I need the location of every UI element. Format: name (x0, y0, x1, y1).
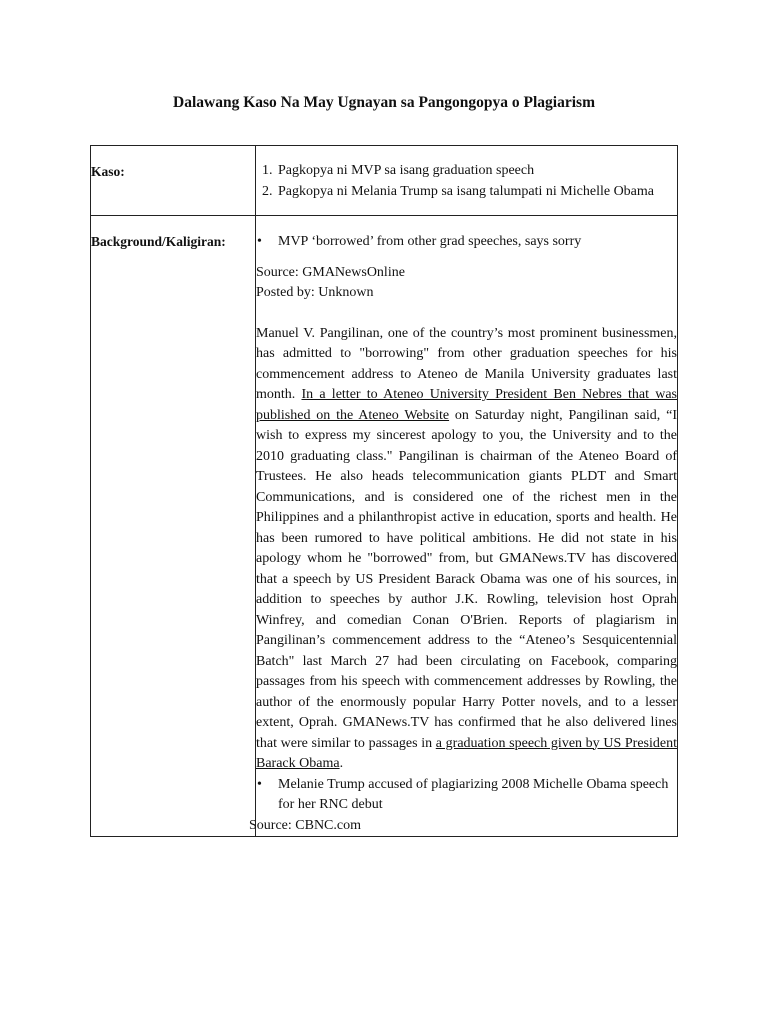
kaso-label: Kaso: (91, 146, 256, 216)
article-link-obama-speech[interactable]: a graduation speech given by US President Barack Obama (256, 735, 677, 771)
cases-list (256, 161, 677, 202)
background-list-1 (256, 232, 677, 253)
item2-headline: • Melanie Trump accused of plagiarizing 2008 Michelle Obama speech for her RNC debut (276, 775, 677, 816)
document-title: Dalawang Kaso Na May Ugnayan sa Pangongopya o Plagiarism (173, 94, 595, 111)
background-content (249, 216, 678, 837)
background-label: Background/Kaligiran: (91, 216, 256, 837)
item1-source-block (256, 263, 677, 304)
cases-table (90, 145, 678, 837)
article-text-3: . (339, 756, 344, 771)
article-text-1: Manuel V. Pangilinan, one of the country’s most prominent businessmen, has admitted to "borrowing" from other graduation speeches for his commencement address to Ateneo de Manila University graduates last month. (256, 325, 677, 402)
item1-source: Source: GMANewsOnline (256, 264, 405, 280)
article-text-2: on Saturday night, Pangilinan said, “I wish to express my sincerest apology to you, the University and to the 2010 graduating class." Pangilinan is chairman of the Ateneo Board of Trustees. He also heads telecommunication giants PLDT and Smart Communications, and is considered one of the richest men in the Philippines and a philanthropist active in education, sports and health. He has been rumored to have political ambitions. He did not state in his apology whom he "borrowed" from, but GMANews.TV has discovered that a speech by US President Barack Obama was one of his sources, in addition to speeches by author J.K. Rowling, television host Oprah Winfrey, and comedian Conan O'Brien. Reports of plagiarism in Pangilinan’s commencement address to the “Ateneo’s Sesquicentennial Batch" last March 27 had been circulating on Facebook, comparing passages from his speech with commencement addresses by Rowling, the author of the enormously popular Harry Potter novels, and to a lesser extent, Oprah. GMANews.TV has confirmed that he also delivered lines that were similar to passages in (256, 407, 677, 751)
table-row-kaso (91, 146, 678, 216)
article-link-letter[interactable]: In a letter to Ateneo University President Ben Nebres that was published on the Ateneo Website (256, 387, 677, 423)
table-row-background (91, 216, 678, 837)
item1-article (256, 324, 677, 775)
item1-posted-by: Posted by: Unknown (256, 285, 374, 300)
case-item-1: 1. Pagkopya ni MVP sa isang graduation speech (276, 161, 677, 182)
background-list-2 (256, 775, 677, 816)
item2-source: Source: CBNC.com (249, 817, 361, 833)
case-item-2: 2. Pagkopya ni Melania Trump sa isang talumpati ni Michelle Obama (276, 182, 677, 203)
kaso-content (256, 146, 678, 216)
item1-headline: • MVP ‘borrowed’ from other grad speeches, says sorry (276, 232, 677, 253)
